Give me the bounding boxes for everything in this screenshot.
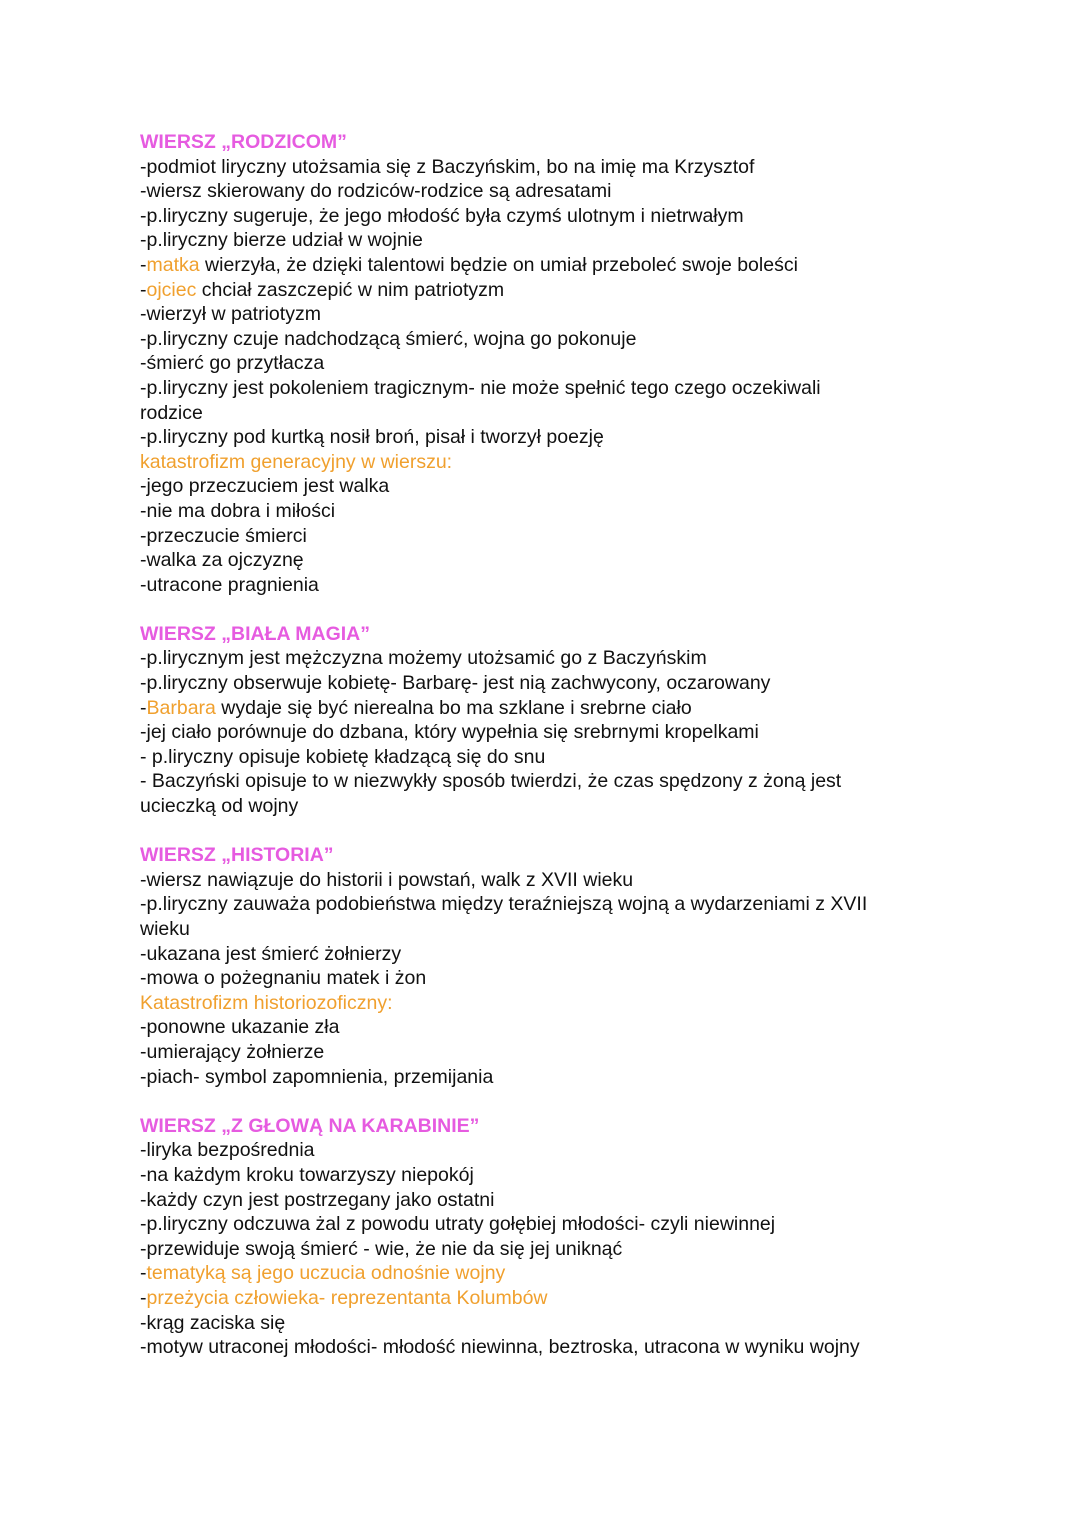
note-line: -na każdym kroku towarzyszy niepokój bbox=[140, 1163, 474, 1186]
note-line: -motyw utraconej młodości- młodość niewinna, beztroska, utracona w wyniku wojny bbox=[140, 1336, 860, 1359]
note-line: -podmiot liryczny utożsamia się z Baczyńskim, bo na imię ma Krzysztof bbox=[140, 155, 755, 178]
line-prefix: - bbox=[140, 1286, 147, 1309]
subheading-line: katastrofizm generacyjny w wierszu: bbox=[140, 450, 453, 473]
note-line: -wierzył w patriotyzm bbox=[140, 303, 321, 326]
note-line: -wiersz nawiązuje do historii i powstań, walk z XVII wieku bbox=[140, 868, 634, 891]
line-prefix: - bbox=[140, 696, 147, 719]
note-line: -p.liryczny odczuwa żal z powodu utraty gołębiej młodości- czyli niewinnej bbox=[140, 1213, 776, 1236]
note-line: -p.liryczny bierze udział w wojnie bbox=[140, 229, 423, 252]
highlighted-term: matka bbox=[146, 253, 200, 276]
highlighted-term: tematyką są jego uczucia odnośnie wojny bbox=[146, 1262, 506, 1285]
note-line: -śmierć go przytłacza bbox=[140, 352, 325, 375]
note-line: -jej ciało porównuje do dzbana, który wypełnia się srebrnymi kropelkami bbox=[140, 721, 759, 744]
note-line: -p.lirycznym jest mężczyzna możemy utożsamić go z Baczyńskim bbox=[140, 647, 707, 670]
line-prefix: - bbox=[140, 1262, 147, 1285]
note-line: -przeczucie śmierci bbox=[140, 524, 307, 547]
poem-section bbox=[140, 622, 960, 819]
note-line: -walka za ojczyznę bbox=[140, 549, 304, 572]
document-page bbox=[140, 130, 960, 1384]
highlighted-term: Barbara bbox=[146, 696, 216, 719]
note-line: -umierający żołnierze bbox=[140, 1040, 325, 1063]
note-line: - p.liryczny opisuje kobietę kładzącą się do snu bbox=[140, 745, 546, 768]
section-heading: WIERSZ „BIAŁA MAGIA” bbox=[140, 622, 371, 645]
subheading-line: Katastrofizm historiozoficzny: bbox=[140, 991, 393, 1014]
note-line: -krąg zaciska się bbox=[140, 1311, 286, 1334]
poem-section bbox=[140, 1114, 960, 1360]
note-line: -ponowne ukazanie zła bbox=[140, 1016, 340, 1039]
note-line: wieku bbox=[140, 918, 190, 940]
line-rest: chciał zaszczepić w nim patriotyzm bbox=[196, 278, 505, 301]
section-heading: WIERSZ „RODZICOM” bbox=[140, 131, 347, 153]
note-line: -każdy czyn jest postrzegany jako ostatni bbox=[140, 1188, 495, 1211]
highlighted-term: przeżycia człowieka- reprezentanta Kolumbów bbox=[146, 1286, 548, 1309]
note-line: -mowa o pożegnaniu matek i żon bbox=[140, 967, 427, 990]
line-prefix: - bbox=[140, 253, 147, 276]
note-line bbox=[140, 278, 960, 303]
highlighted-term: ojciec bbox=[146, 278, 197, 301]
line-prefix: - bbox=[140, 278, 147, 301]
section-heading: WIERSZ „HISTORIA” bbox=[140, 844, 334, 867]
note-line bbox=[140, 253, 960, 278]
note-line: - Baczyński opisuje to w niezwykły sposób twierdzi, że czas spędzony z żoną jest bbox=[140, 770, 842, 793]
note-line: -p.liryczny jest pokoleniem tragicznym- nie może spełnić tego czego oczekiwali bbox=[140, 376, 821, 399]
note-line bbox=[140, 696, 960, 721]
note-line: -ukazana jest śmierć żołnierzy bbox=[140, 942, 402, 965]
note-line: -wiersz skierowany do rodziców-rodzice są adresatami bbox=[140, 180, 612, 203]
note-line: -p.liryczny sugeruje, że jego młodość była czymś ulotnym i nietrwałym bbox=[140, 204, 744, 227]
note-line: rodzice bbox=[140, 401, 203, 424]
note-line: -p.liryczny czuje nadchodzącą śmierć, wojna go pokonuje bbox=[140, 327, 637, 350]
note-line: ucieczką od wojny bbox=[140, 795, 299, 818]
note-line: -liryka bezpośrednia bbox=[140, 1139, 315, 1162]
line-rest: wierzyła, że dzięki talentowi będzie on umiał przeboleć swoje boleści bbox=[199, 253, 798, 276]
section-heading: WIERSZ „Z GŁOWĄ NA KARABINIE” bbox=[140, 1114, 480, 1137]
note-line: -przewiduje swoją śmierć - wie, że nie da się jej uniknąć bbox=[140, 1237, 623, 1260]
poem-section bbox=[140, 843, 960, 1089]
note-line: -nie ma dobra i miłości bbox=[140, 499, 336, 522]
note-line: -p.liryczny zauważa podobieństwa między teraźniejszą wojną a wydarzeniami z XVII bbox=[140, 893, 868, 916]
note-line bbox=[140, 1261, 960, 1286]
note-line: -piach- symbol zapomnienia, przemijania bbox=[140, 1065, 494, 1088]
note-line: -utracone pragnienia bbox=[140, 573, 319, 596]
poem-section bbox=[140, 130, 960, 597]
note-line: -p.liryczny obserwuje kobietę- Barbarę- jest nią zachwycony, oczarowany bbox=[140, 672, 771, 695]
note-line: -p.liryczny pod kurtką nosił broń, pisał i tworzył poezję bbox=[140, 426, 604, 449]
note-line bbox=[140, 1286, 960, 1311]
line-rest: wydaje się być nierealna bo ma szklane i srebrne ciało bbox=[215, 696, 692, 719]
note-line: -jego przeczuciem jest walka bbox=[140, 475, 390, 498]
